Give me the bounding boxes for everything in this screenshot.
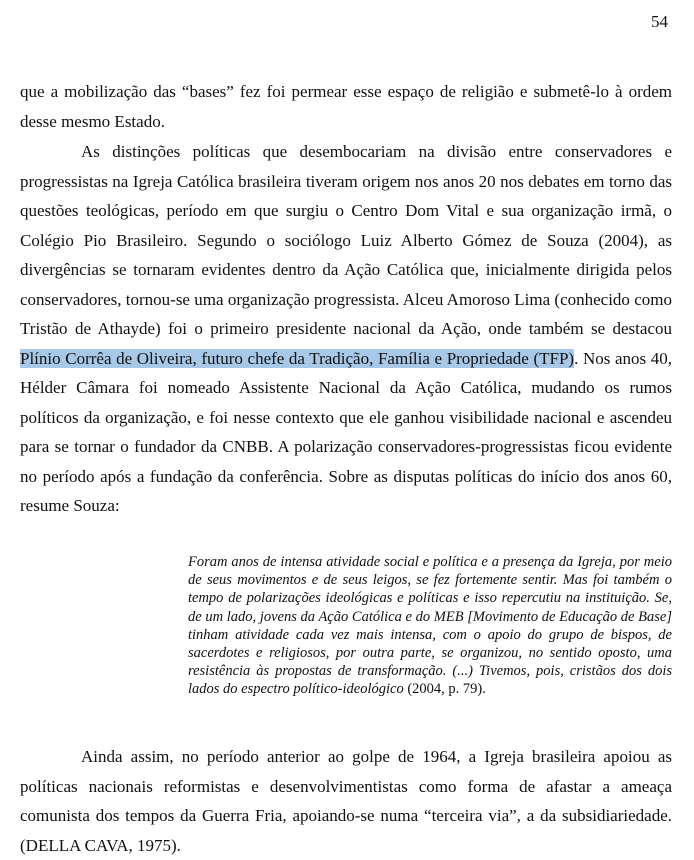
paragraph-1: que a mobilização das “bases” fez foi permear esse espaço de religião e submetê-lo à ordem desse mesmo Estado.	[20, 82, 672, 131]
quote-citation: (2004, p. 79).	[403, 681, 486, 698]
paragraph-3: Ainda assim, no período anterior ao golpe de 1964, a Igreja brasileira apoiou as políticas nacionais reformistas e desenvolvimentistas como forma de afastar a ameaça comunista dos tempos da Guerra Fria, apoiando-se numa “terceira via”, a da subsidiariedade. (DELLA CAVA, 1975).	[20, 747, 672, 855]
quote-text: Foram anos de intensa atividade social e política e a presença da Igreja, por meio de seus movimentos e de seus leigos, se fez fortemente sentir. Mas foi também o tempo de polarizações ideológicas e políticas e isso repercutiu na instituição. Se, de um lado, jovens da Ação Católica e do MEB [Movimento de Educação de Base] tinham atividade cada vez mais intensa, com o apoio do grupo de bispos, de sacerdotes e religiosos, por outra parte, se organizou, no sentido oposto, uma resistência às propostas de transformação. (...) Tivemos, pois, cristãos dos dois lados do espectro político-ideológico	[188, 554, 672, 698]
highlighted-selection[interactable]: Plínio Corrêa de Oliveira, futuro chefe da Tradição, Família e Propriedade (TFP)	[20, 348, 575, 368]
paragraph-2-text-before: As distinções políticas que desembocariam na divisão entre conservadores e progressistas na Igreja Católica brasileira tiveram origem nos anos 20 nos debates em torno das questões teológicas, período em que surgiu o Centro Dom Vital e sua organização irmã, o Colégio Pio Brasileiro. Segundo o sociólogo Luiz Alberto Gómez de Souza (2004), as divergências se tornaram evidentes dentro da Ação Católica que, inicialmente dirigida pelos conservadores, tornou-se uma organização progressista. Alceu Amoroso Lima (conhecido como Tristão de Athayde) foi o primeiro presidente nacional da Ação, onde também se destacou	[20, 142, 672, 338]
paragraph-2	[20, 137, 672, 521]
page-number: 54	[651, 12, 668, 31]
paragraph-2-text-after: . Nos anos 40, Hélder Câmara foi nomeado Assistente Nacional da Ação Católica, mudando os rumos políticos da organização, e foi nesse contexto que ele ganhou visibilidade nacional e ascendeu para se tornar o fundador da CNBB. A polarização conservadores-progressistas ficou evidente no período após a fundação da conferência. Sobre as disputas políticas do início dos anos 60, resume Souza:	[20, 348, 672, 515]
block-quote	[188, 553, 672, 699]
